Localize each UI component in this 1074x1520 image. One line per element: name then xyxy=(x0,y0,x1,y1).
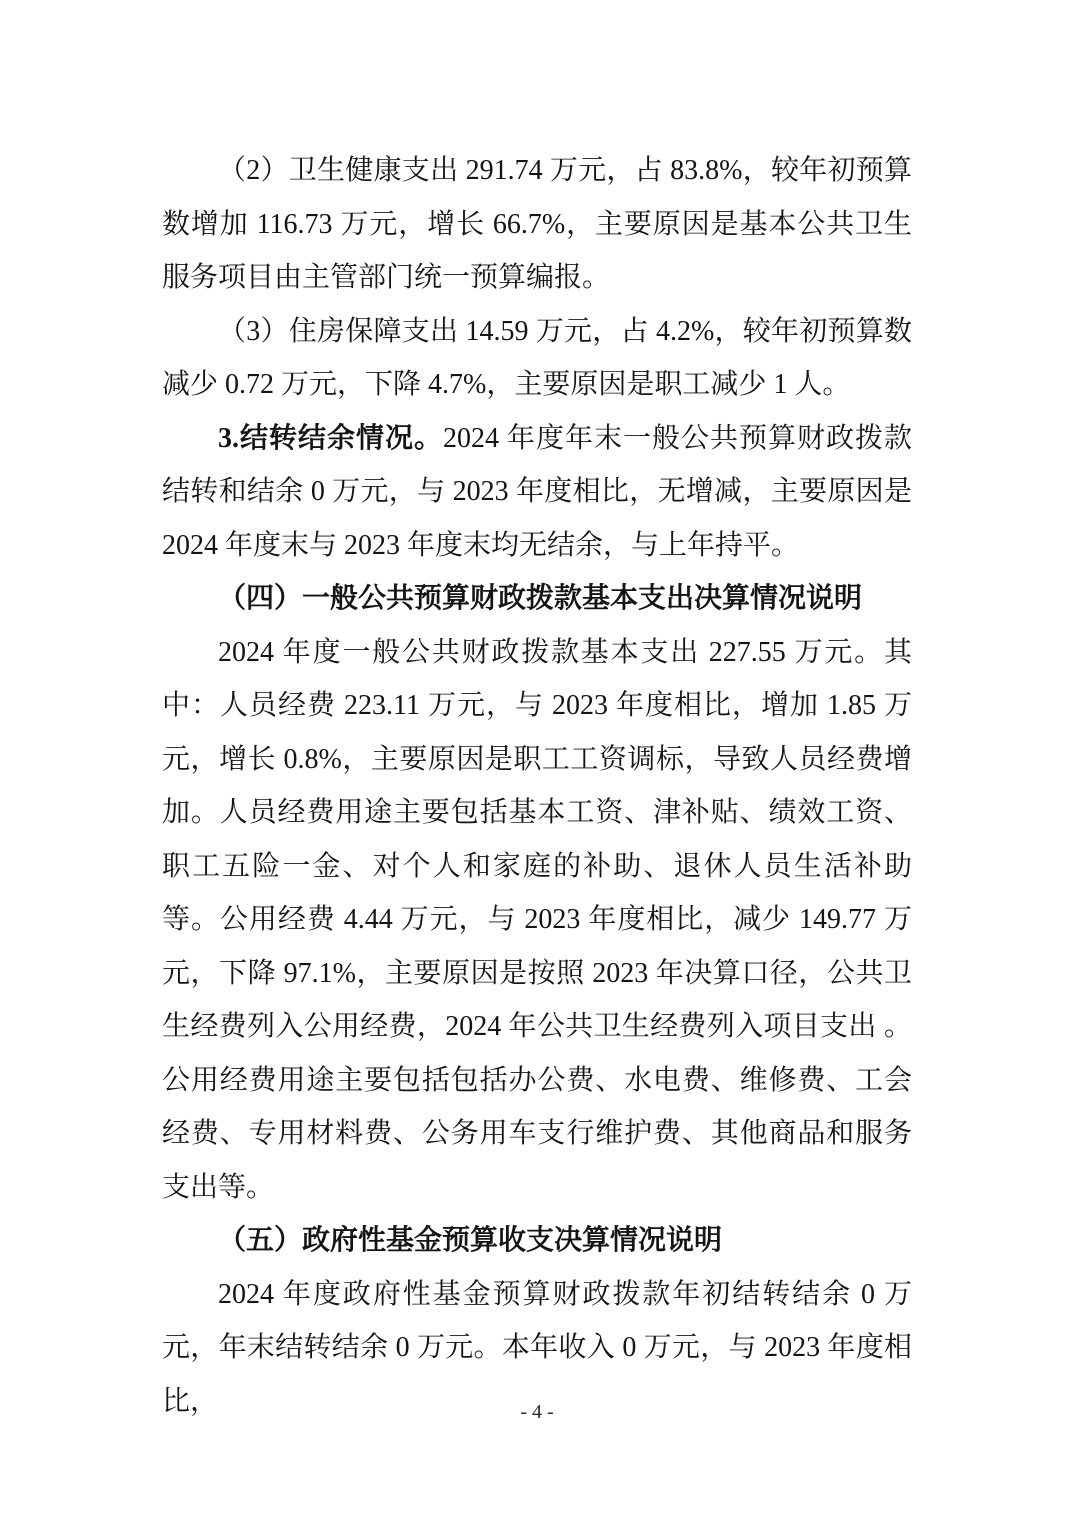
paragraph-basic-expenditure-detail: 2024 年度一般公共财政拨款基本支出 227.55 万元。其中：人员经费 223.11 万元，与 2023 年度相比，增加 1.85 万元，增长 0.8%，主要原因是职工工资调标，导致人员经费增加。人员经费用途主要包括基本工资、津补贴、绩效工资、职工五险一金、对个人和家庭的补助、退休人员生活补助等。公用经费 4.44 万元，与 2023 年度相比，减少 149.77 万元，下降 97.1%，主要原因是按照 2023 年决算口径，公共卫生经费列入公用经费，2024 年公共卫生经费列入项目支出 。公用经费用途主要包括包括办公费、水电费、维修费、工会经费、专用材料费、公务用车支行维护费、其他商品和服务支出等。 xyxy=(162,636,912,1203)
paragraph-housing-expenditure: （3）住房保障支出 14.59 万元，占 4.2%，较年初预算数减少 0.72 万元，下降 4.7%，主要原因是职工减少 1 人。 xyxy=(162,315,912,400)
paragraph-carryover-balance xyxy=(162,412,912,573)
document-body xyxy=(162,144,912,1428)
page-footer xyxy=(0,1398,1074,1426)
paragraph-carryover-lead: 3.结转结余情况。 xyxy=(218,422,443,454)
section-heading-government-fund: （五）政府性基金预算收支决算情况说明 xyxy=(218,1225,723,1256)
paragraph-government-fund-detail: 2024 年度政府性基金预算财政拨款年初结转结余 0 万元，年末结转结余 0 万元。本年收入 0 万元，与 2023 年度相比， xyxy=(162,1278,912,1417)
paragraph-health-expenditure: （2）卫生健康支出 291.74 万元，占 83.8%，较年初预算数增加 116.73 万元，增长 66.7%，主要原因是基本公共卫生服务项目由主管部门统一预算编报。 xyxy=(162,155,912,293)
section-heading-basic-expenditure: （四）一般公共预算财政拨款基本支出决算情况说明 xyxy=(218,583,863,614)
paragraph-carryover-body: 2024 年度年末一般公共预算财政拨款结转和结余 0 万元，与 2023 年度相比，无增减，主要原因是 2024 年度末与 2023 年度末均无结余，与上年持平。 xyxy=(162,422,912,561)
page-number: - 4 - xyxy=(520,1401,554,1423)
